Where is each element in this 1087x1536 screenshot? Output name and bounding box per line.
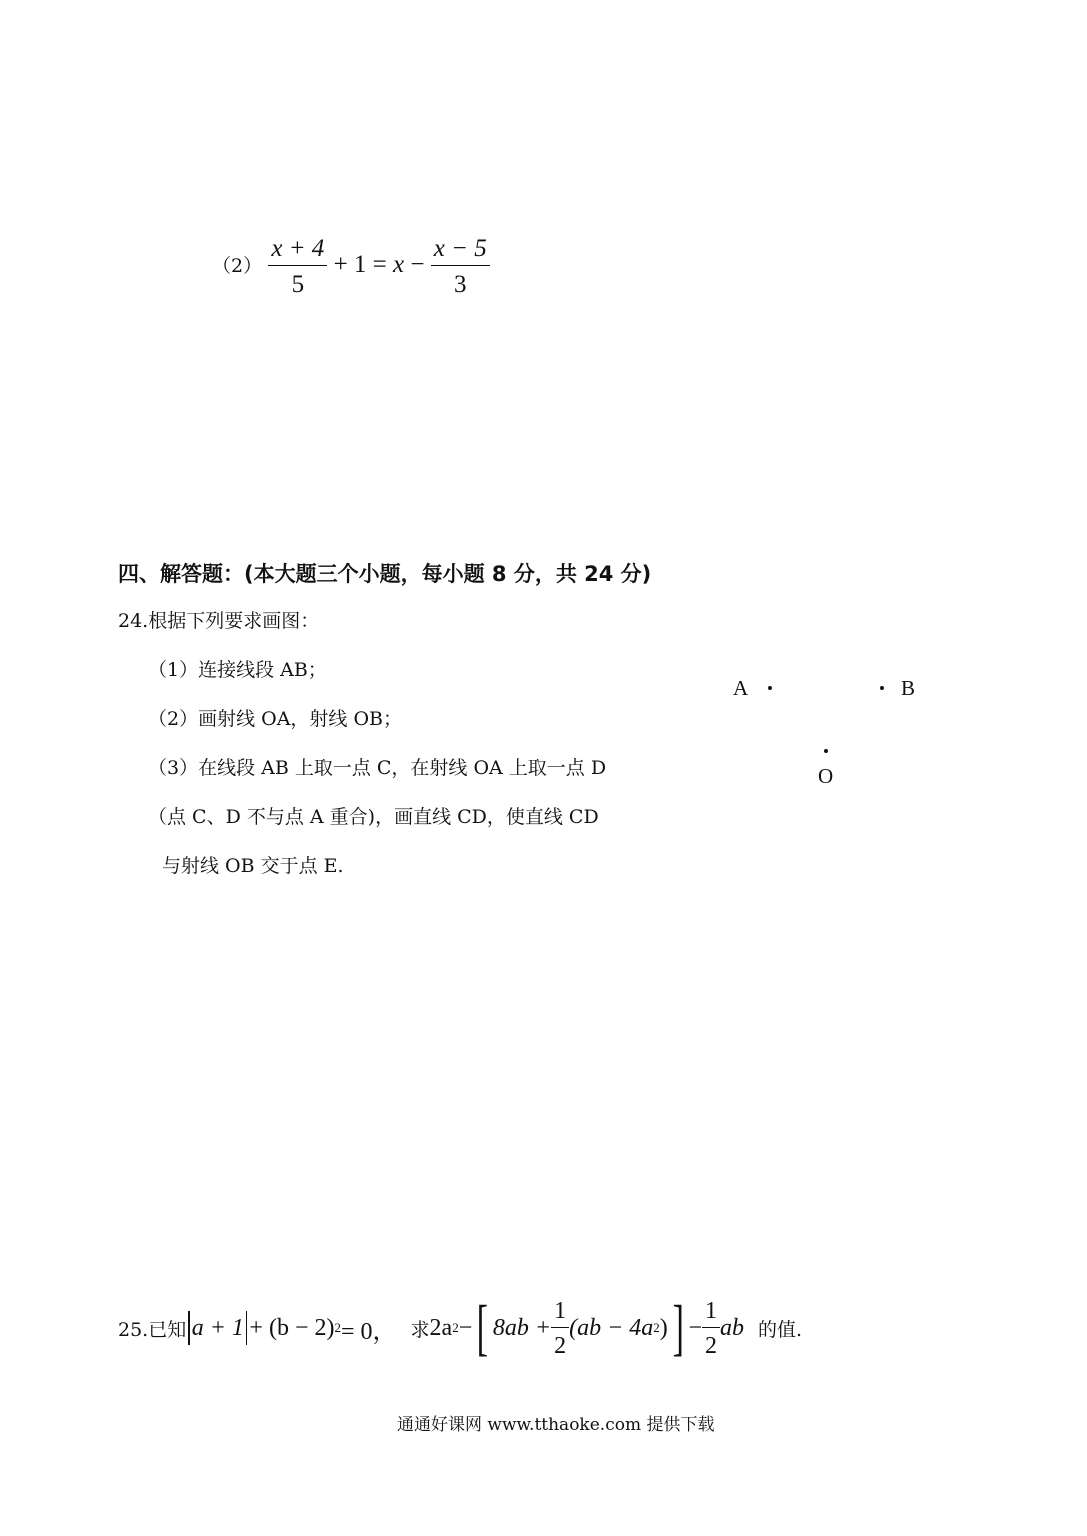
q25-t7: ab — [720, 1314, 744, 1341]
abs-right-bar — [246, 1311, 248, 1345]
fraction-x-minus-5-over-3: $\frac{x - 5}{3}$ — [431, 236, 490, 297]
point-o-label: O — [818, 764, 834, 788]
fraction-one-half-a: $\frac{1}{2}$ — [551, 1299, 569, 1358]
q25-tail: 的值. — [758, 1318, 803, 1341]
point-b-label: B — [901, 676, 916, 700]
q24-item-4: （点 C、D 不与点 A 重合)，画直线 CD，使直线 CD — [148, 806, 599, 828]
q25-cond-rest: + (b − 2) — [249, 1314, 335, 1341]
q25-abs-inner: a + 1 — [191, 1314, 244, 1341]
q24-item-3: （3）在线段 AB 上取一点 C，在射线 OA 上取一点 D — [148, 757, 607, 779]
q24-item-1: （1）连接线段 AB； — [148, 659, 327, 681]
q25-ask: 求 — [410, 1318, 430, 1341]
equation-2-mid: + 1 = — [333, 251, 394, 279]
point-a-label: A — [733, 676, 749, 700]
point-o-dot — [824, 749, 828, 753]
q24-item-2: （2）画射线 OA，射线 OB； — [148, 708, 403, 730]
point-b-dot — [880, 686, 884, 690]
equation-2-label: （2） — [212, 255, 263, 278]
q24-stem: 24.根据下列要求画图： — [118, 610, 320, 632]
page-footer: 通通好课网 www.tthaoke.com 提供下载 — [397, 1415, 715, 1435]
fraction-x-plus-4-over-5: $\frac{x + 4}{5}$ — [268, 236, 327, 297]
right-bracket: ] — [672, 1294, 684, 1362]
section-4-heading: 四、解答题：(本大题三个小题，每小题 8 分，共 24 分) — [118, 562, 652, 586]
q25-t4: (ab − 4a — [569, 1314, 654, 1341]
q25-t3: 8ab + — [492, 1314, 552, 1341]
q25-prefix: 25.已知 — [118, 1318, 187, 1341]
point-a-dot — [768, 686, 772, 690]
equation-2: （2） $\frac{x + 4}{5}$ + 1 = x − $\frac{x - 5}{3}$ — [212, 236, 490, 297]
q25: 25.已知 a + 1 + (b − 2) 2 = 0， 求 2a 2 − [ 8ab + $\frac{1}{2}$ (ab − 4a 2 ) ] − $\frac{1}{2}$ ab 的值. — [118, 1294, 803, 1362]
q25-t1: 2a — [429, 1314, 453, 1341]
left-bracket: [ — [476, 1294, 489, 1362]
q24-item-5: 与射线 OB 交于点 E. — [162, 855, 344, 877]
abs-left-bar — [188, 1311, 190, 1345]
q25-cond-tail: = 0， — [340, 1318, 397, 1345]
fraction-one-half-b: $\frac{1}{2}$ — [702, 1299, 720, 1358]
